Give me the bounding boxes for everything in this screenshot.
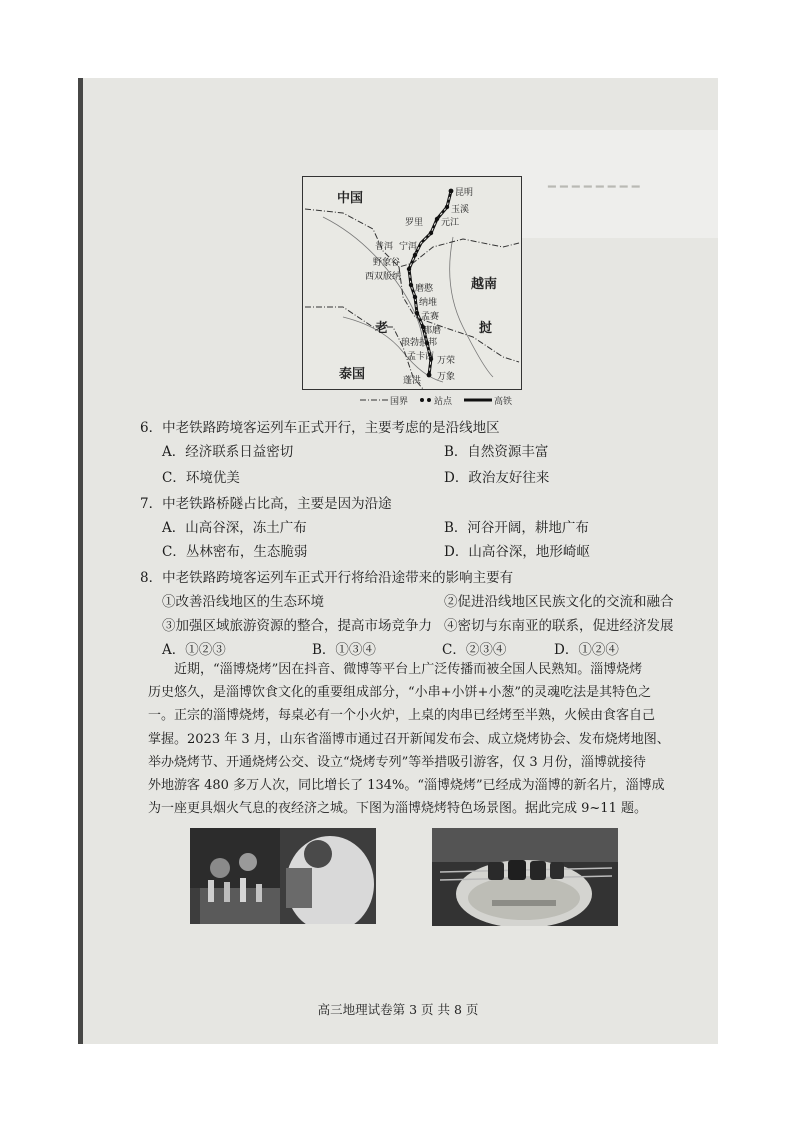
station-mohan: 磨憨 xyxy=(415,284,434,294)
q7-option-b: B．河谷开阔，耕地广布 xyxy=(444,520,589,536)
q8-option-c: C．②③④ xyxy=(442,642,507,658)
q8-statement-2: ②促进沿线地区民族文化的交流和融合 xyxy=(444,594,674,610)
q8-statement-3: ③加强区域旅游资源的整合，提高市场竞争力 xyxy=(162,618,432,634)
q7-option-d: D．山高谷深，地形崎岖 xyxy=(444,544,590,560)
station-ninger: 宁洱 xyxy=(399,242,418,252)
legend-rail-label: 高铁 xyxy=(494,397,513,407)
station-nambak: 琅勃拉邦 xyxy=(401,338,438,348)
station-yuanjiang: 元江 xyxy=(441,218,460,228)
q6-option-a: A．经济联系日益密切 xyxy=(162,444,294,460)
q8-statement-1: ①改善沿线地区的生态环境 xyxy=(162,594,324,610)
exam-paper xyxy=(78,78,718,1044)
photo-bbq-diners-graphic xyxy=(190,828,376,924)
station-yexianggu: 野象谷 xyxy=(373,258,401,268)
q6-option-d: D．政治友好往来 xyxy=(444,470,550,486)
passage-line-2: 历史悠久，是淄博饮食文化的重要组成部分，“小串+小饼+小葱”的灵魂吃法是其特色之 xyxy=(148,685,652,701)
map-label-vietnam: 越南 xyxy=(471,277,498,292)
map-legend xyxy=(302,392,520,408)
q6-option-b: B．自然资源丰富 xyxy=(444,444,549,460)
q6-option-c: C．环境优美 xyxy=(162,470,240,486)
station-nateui: 纳堆 xyxy=(419,298,438,308)
bleed-through-text: ━ ━ ━ ━ ━ ━ ━ ━ xyxy=(548,180,640,195)
legend-symbols xyxy=(302,392,520,408)
station-kunming: 昆明 xyxy=(455,188,474,198)
q7-option-a: A．山高谷深，冻土广布 xyxy=(162,520,307,536)
station-kasi: 孟卡西 xyxy=(407,352,435,362)
map-label-laos-1: 老 xyxy=(375,321,389,336)
station-vientiane: 万象 xyxy=(437,372,456,382)
passage-line-3: 一。正宗的淄博烧烤，每桌必有一个小火炉，上桌的肉串已经烤至半熟，火候由食客自己 xyxy=(148,708,656,724)
passage-line-6: 外地游客 480 多万人次，同比增长了 134%。“淄博烧烤”已经成为淄博的新名片，淄博成 xyxy=(148,778,665,794)
passage-line-4: 掌握。2023 年 3 月，山东省淄博市通过召开新闻发布会、成立烧烤协会、发布烧烤地图、 xyxy=(148,731,670,747)
q8-stem: 8．中老铁路跨境客运列车正式开行将给沿途带来的影响主要有 xyxy=(140,570,514,586)
zibo-bbq-passage xyxy=(148,658,678,820)
q8-option-d: D．①②④ xyxy=(554,642,619,658)
station-muang-xay: 孟赛 xyxy=(421,312,440,322)
station-yuxi: 玉溪 xyxy=(451,205,470,215)
q7-option-c: C．丛林密布，生态脆弱 xyxy=(162,544,308,560)
photo-bbq-skewers xyxy=(432,828,618,926)
station-puer: 普洱 xyxy=(375,242,394,252)
q8-statement-4: ④密切与东南亚的联系，促进经济发展 xyxy=(444,618,674,634)
station-phonhong: 蓬洪 xyxy=(403,376,422,386)
q7-stem: 7．中老铁路桥隧占比高，主要是因为沿途 xyxy=(140,496,392,512)
station-namo: 那磨 xyxy=(423,326,442,336)
page-footer: 高三地理试卷第 3 页 共 8 页 xyxy=(317,1002,479,1017)
china-laos-railway-map xyxy=(302,176,522,390)
map-label-thailand: 泰国 xyxy=(339,367,366,382)
station-luoli: 罗里 xyxy=(405,218,424,228)
map-label-laos-2: 挝 xyxy=(479,321,493,336)
passage-line-5: 举办烧烤节、开通烧烤公交、设立“烧烤专列”等举措吸引游客，仅 3 月份，淄博就接待 xyxy=(148,754,646,770)
q8-option-a: A．①②③ xyxy=(162,642,226,658)
passage-line-1: 近期，“淄博烧烤”因在抖音、微博等平台上广泛传播而被全国人民熟知。淄博烧烤 xyxy=(174,662,643,677)
station-wangwieng: 万荣 xyxy=(437,356,456,366)
q8-option-b: B．①③④ xyxy=(312,642,376,658)
station-xishuangbanna: 西双版纳 xyxy=(365,272,402,282)
photo-bbq-skewers-graphic xyxy=(432,828,618,926)
legend-station-label: 站点 xyxy=(434,397,453,407)
passage-line-7: 为一座更具烟火气息的夜经济之城。下图为淄博烧烤特色场景图。据此完成 9~11 题。 xyxy=(148,801,647,817)
q6-stem: 6．中老铁路跨境客运列车正式开行，主要考虑的是沿线地区 xyxy=(140,420,500,436)
legend-border-label: 国界 xyxy=(390,397,409,407)
map-label-china: 中国 xyxy=(337,191,364,206)
photo-bbq-diners xyxy=(190,828,376,924)
